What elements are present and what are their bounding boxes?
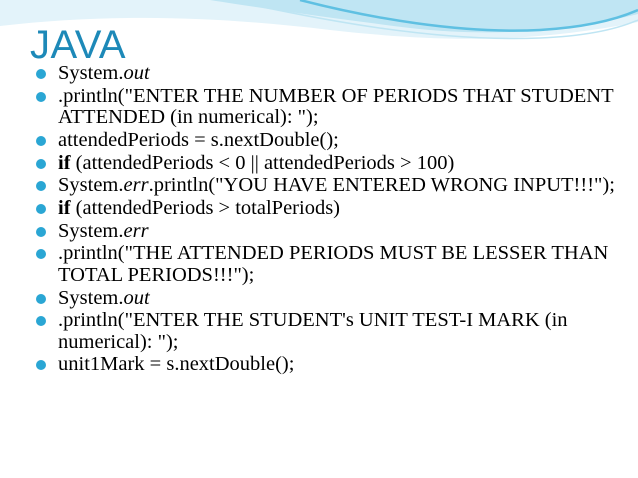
bullet-dot-icon xyxy=(36,294,46,304)
bullet-dot-icon xyxy=(36,249,46,259)
bullet-text-segment: .println("ENTER THE NUMBER OF PERIODS THAT STUDENT ATTENDED (in numerical): "); xyxy=(58,84,614,129)
bullet-text-segment: .println("ENTER THE STUDENT's UNIT TEST-I MARK (in numerical): "); xyxy=(58,309,568,353)
bullet-text-segment: err xyxy=(123,219,149,242)
bullet-text-segment: System. xyxy=(58,286,124,309)
bullet-text-segment: .println("YOU HAVE ENTERED WRONG INPUT!!!"); xyxy=(148,174,615,197)
bullet-list xyxy=(36,63,616,377)
bullet-text-segment: System. xyxy=(58,62,124,84)
bullet-dot-icon xyxy=(36,360,46,370)
bullet-item xyxy=(36,243,616,286)
bullet-item xyxy=(36,288,616,310)
bullet-item xyxy=(36,130,616,152)
bullet-item xyxy=(36,86,616,129)
bullet-text-segment: unit1Mark = s.nextDouble(); xyxy=(58,353,295,376)
bullet-text-segment: (attendedPeriods > totalPeriods) xyxy=(70,196,340,219)
bullet-text-segment: System. xyxy=(58,219,124,242)
bullet-item xyxy=(36,63,616,85)
bullet-dot-icon xyxy=(36,69,46,79)
bullet-item xyxy=(36,175,616,197)
bullet-item xyxy=(36,198,616,220)
bullet-item xyxy=(36,354,616,376)
bullet-text-segment: attendedPeriods = s.nextDouble(); xyxy=(58,128,339,151)
bullet-item xyxy=(36,221,616,243)
bullet-dot-icon xyxy=(36,136,46,146)
bullet-text-segment: err xyxy=(123,174,149,197)
bullet-text-segment: if xyxy=(58,196,71,219)
bullet-text-segment: out xyxy=(123,286,150,309)
bullet-dot-icon xyxy=(36,92,46,102)
bullet-item xyxy=(36,153,616,175)
bullet-dot-icon xyxy=(36,316,46,326)
bullet-dot-icon xyxy=(36,227,46,237)
bullet-dot-icon xyxy=(36,204,46,214)
bullet-text-segment: .println("THE ATTENDED PERIODS MUST BE LESSER THAN TOTAL PERIODS!!!"); xyxy=(58,242,609,286)
bullet-text-segment: if xyxy=(58,151,71,174)
bullet-dot-icon xyxy=(36,181,46,191)
bullet-text-segment: System. xyxy=(58,174,124,197)
bullet-dot-icon xyxy=(36,159,46,169)
slide-title: JAVA xyxy=(30,23,127,67)
bullet-item xyxy=(36,310,616,353)
bullet-text-segment: (attendedPeriods < 0 || attendedPeriods > 100) xyxy=(70,151,455,174)
bullet-text-segment: out xyxy=(123,62,150,84)
